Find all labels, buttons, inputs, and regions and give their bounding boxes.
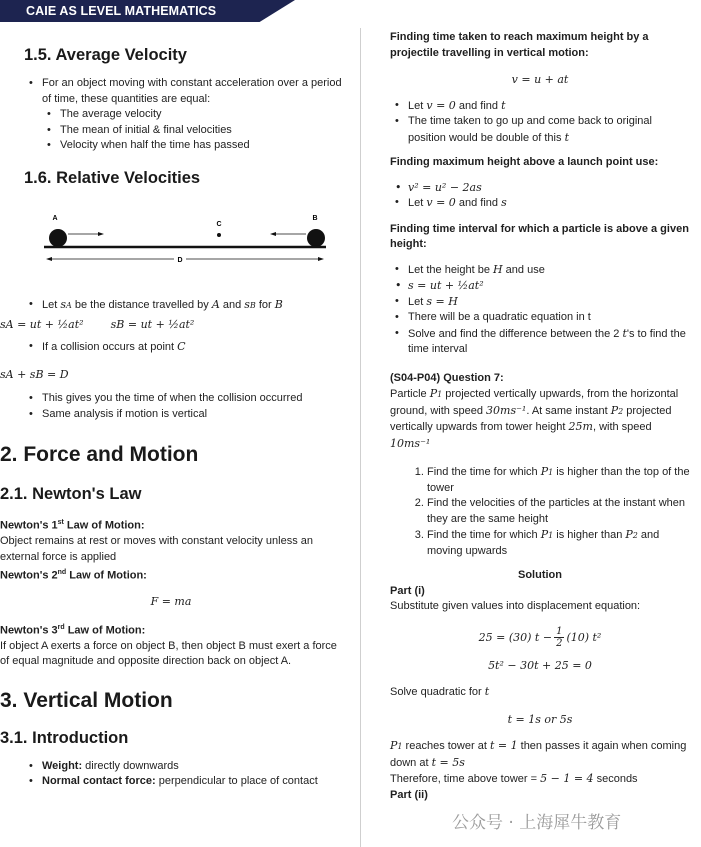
equation-sb: sB = ut + ½at² [110,318,195,331]
list-item: • Weight: directly downwards [42,759,342,775]
list-item: • For an object moving with constant acceleration over a period of time, these quantities are equal: • The average velocity • The mean of initial & final velocities • Velocity when half the time has passed [42,76,342,154]
solution-heading: Solution [518,569,562,581]
question-parts [390,464,690,559]
list-item: • Let sA be the distance travelled by A and sB for B [42,297,342,314]
list-item: 2. Find the velocities of the particles at the instant when they are the same height [427,496,690,527]
list-item: • v² = u² − 2as [408,180,690,196]
list-item: • This gives you the time of when the collision occurred [42,391,342,407]
solve-text: Solve quadratic for t [390,685,490,698]
section-1-5-title: 1.5. Average Velocity [24,46,187,64]
label-d: D [177,256,183,264]
equation-sum: sA + sB = D [0,367,69,381]
list-item: • If a collision occurs at point C [42,339,342,356]
label-c: C [216,220,222,228]
heading-interval: Finding time interval for which a particle is above a given height: [390,222,689,250]
newton-3-text: If object A exerts a force on object B, then object B must exert a force of equal magnitude and opposite direction back on object A. [0,639,337,668]
label-b: B [312,214,318,222]
list-item: • Solve and find the difference between the 2 t's to find the time interval [408,326,690,358]
list-item: • The mean of initial & final velocities [60,123,342,139]
average-velocity-list [24,76,342,154]
section-3-1-title: 3.1. Introduction [0,728,129,747]
max-height-list [390,180,690,212]
section-3-title: 3. Vertical Motion [0,688,173,712]
question-label: (S04-P04) Question 7: [390,371,504,384]
list-item: • Normal contact force: perpendicular to place of contact [42,774,342,790]
watermark: 公众号 · 上海犀牛教育 [452,813,622,833]
therefore-text: Therefore, time above tower = 5 − 1 = 4 seconds [390,772,638,785]
newton-1-label: Newton's 1st Law of Motion: [0,519,145,532]
question-text: Particle P1 projected vertically upwards, from the horizontal ground, with speed 30ms⁻¹. At same instant P2 projected vertically upwards from tower height 25m, with speed 10ms⁻¹ [390,387,679,450]
equation-v: v = u + at [511,73,569,86]
part-ii-label: Part (ii) [390,788,428,801]
roots-equation: t = 1s or 5s [507,712,573,726]
list-item: • The time taken to go up and come back to original position would be double of this t [408,114,690,146]
list-item: • There will be a quadratic equation in t [408,310,690,326]
equation-2: 5t² − 30t + 25 = 0 [488,658,592,672]
right-column [390,28,690,803]
particle-a [49,229,67,247]
heading-time-max: Finding time taken to reach maximum height by a projectile travelling in vertical motion: [390,31,649,59]
newton-2-equation: F = ma [150,595,192,609]
equations-sa-sb [0,317,342,331]
section-2-1-title: 2.1. Newton's Law [0,485,142,503]
reach-text: P1 reaches tower at t = 1 then passes it again when coming down at t = 5s [390,739,687,769]
relative-velocity-list [24,297,342,314]
equation-1: 25 = (30) t − $\frac{1}{2}$ (10) t² [478,626,602,649]
section-1-6-title: 1.6. Relative Velocities [24,168,201,187]
left-column [0,28,342,790]
column-divider [360,28,361,847]
time-max-list [390,98,690,147]
list-item: • Let the height be H and use [408,262,690,279]
list-item: • Let s = H [408,294,690,311]
newton-1-text: Object remains at rest or moves with constant velocity unless an external force is applied [0,535,314,563]
list-item: • Velocity when half the time has passed [60,138,342,154]
equation-sa: sA = ut + ½at² [0,318,84,331]
part-i-label: Part (i) [390,584,425,597]
list-item: • Same analysis if motion is vertical [42,407,342,423]
collision-notes-list [24,391,342,422]
newton-laws [0,515,342,670]
heading-max-height: Finding maximum height above a launch point use: [390,156,659,168]
list-item: • The average velocity [60,107,342,123]
list-item: • s = ut + ½at² [408,278,690,294]
interval-list [390,262,690,358]
list-item: • Let v = 0 and find t [408,98,690,115]
newton-2-label: Newton's 2nd Law of Motion: [0,569,147,582]
header-title: CAIE AS LEVEL MATHEMATICS [26,4,217,18]
list-item: 1. Find the time for which P1 is higher than the top of the tower [427,464,690,496]
substitute-text: Substitute given values into displacement equation: [390,600,641,612]
collision-list [24,339,342,356]
list-item: 3. Find the time for which P1 is higher than P2 and moving upwards [427,527,690,559]
particle-b [307,229,325,247]
list-item: • Let v = 0 and find s [408,195,690,212]
section-2-title: 2. Force and Motion [0,443,199,466]
newton-3-label: Newton's 3rd Law of Motion: [0,623,146,637]
forces-list [24,759,342,790]
label-a: A [52,214,58,222]
point-c [217,233,221,237]
collision-diagram [24,207,342,277]
